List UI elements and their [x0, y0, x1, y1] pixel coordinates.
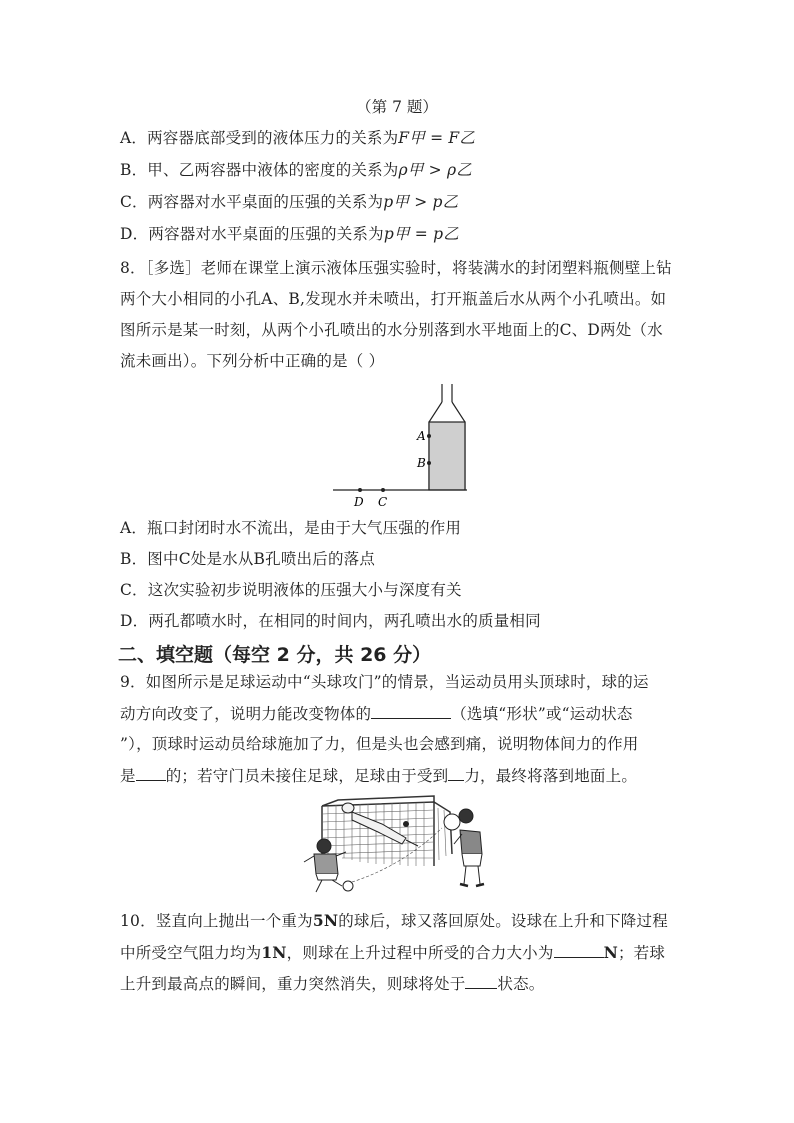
q10-stem-line-1 [120, 910, 668, 932]
q10-blank-1[interactable] [554, 941, 604, 958]
q10-unit: N [603, 943, 618, 962]
bottle-water [429, 422, 465, 490]
hole-a-dot [427, 434, 431, 438]
q7-option-b-formula: ρ甲 > ρ乙 [398, 161, 472, 179]
q8-option-c[interactable]: C．这次实验初步说明液体的压强大小与深度有关 [120, 581, 462, 599]
q9-blank-2[interactable] [136, 764, 166, 781]
football-figure [302, 794, 498, 894]
q7-option-b-text: B．甲、乙两容器中液体的密度的关系为 [120, 161, 399, 179]
q10-weight: 5N [312, 911, 339, 930]
q8-stem-line-3: 图所示是某一时刻，从两个小孔喷出的水分别落到水平地面上的C、D两处（水 [120, 321, 663, 339]
q9-line2-text-a: 动方向改变了，说明力能改变物体的 [120, 705, 372, 723]
kicking-player [304, 839, 346, 892]
q9-blank-1[interactable] [371, 702, 451, 719]
q10-line2-text-b: ，则球在上升过程中所受的合力大小为 [286, 944, 554, 962]
q9-line2-text-b: （选填“形状”或“运动状态 [451, 705, 633, 723]
q8-option-d[interactable]: D．两孔都喷水时，在相同的时间内，两孔喷出水的质量相同 [120, 612, 541, 630]
q9-line4-text-b: 的；若守门员未接住足球，足球由于受到 [165, 767, 449, 785]
label-d: D [354, 495, 364, 509]
q7-option-d-formula: p甲 = p乙 [383, 225, 459, 243]
q9-line4-text-a: 是 [120, 767, 136, 785]
section-2-heading: 二、填空题（每空 2 分，共 26 分） [118, 644, 432, 666]
q7-option-a-text: A．两容器底部受到的液体压力的关系为 [120, 129, 399, 147]
q10-drag: 1N [261, 943, 287, 962]
label-c: C [378, 495, 388, 509]
q10-line3-text-a: 上升到最高点的瞬间，重力突然消失，则球将处于 [120, 975, 466, 993]
q7-option-c-text: C．两容器对水平桌面的压强的关系为 [120, 193, 384, 211]
heading-player [444, 809, 484, 886]
q7-option-d-text: D．两容器对水平桌面的压强的关系为 [120, 225, 384, 243]
q10-line3-text-b: 状态。 [497, 975, 545, 993]
q10-line2-text-a: 中所受空气阻力均为 [120, 944, 262, 962]
q7-option-c[interactable] [120, 191, 458, 213]
label-a: A [417, 429, 426, 443]
q10-blank-2[interactable] [465, 972, 497, 989]
q7-caption: （第 7 题） [356, 98, 438, 116]
q10-line2-text-c: ；若球 [617, 944, 666, 962]
q9-stem-line-2 [120, 702, 633, 725]
q8-stem-line-4: 流未画出）。下列分析中正确的是（ ） [120, 352, 385, 370]
point-d-dot [358, 488, 362, 492]
q7-option-b[interactable] [120, 159, 472, 181]
q7-option-c-formula: p甲 > p乙 [383, 193, 459, 211]
q7-option-a-formula: F甲 = F乙 [398, 129, 476, 147]
q7-option-d[interactable] [120, 223, 459, 245]
ball-at-feet [343, 881, 353, 891]
q9-stem-line-1: 9．如图所示是足球运动中“头球攻门”的情景，当运动员用头顶球时，球的运 [120, 673, 649, 691]
label-b: B [417, 456, 426, 470]
q10-line1-text-a: 10．竖直向上抛出一个重为 [120, 912, 313, 930]
q10-stem-line-3 [120, 972, 545, 995]
bottle-figure [325, 380, 470, 510]
q9-stem-line-3: ”），顶球时运动员给球施加了力，但是头也会感到痛，说明物体间力的作用 [120, 735, 639, 753]
hole-b-dot [427, 461, 431, 465]
q9-stem-line-4 [120, 764, 637, 787]
q7-option-a[interactable] [120, 127, 475, 149]
q8-option-b[interactable]: B．图中C处是水从B孔喷出后的落点 [120, 550, 376, 568]
q9-line4-text-c: 力，最终将落到地面上。 [464, 767, 638, 785]
q8-option-a[interactable]: A．瓶口封闭时水不流出，是由于大气压强的作用 [120, 519, 462, 537]
q8-stem-line-2: 两个大小相同的小孔A、B,发现水并未喷出，打开瓶盖后水从两个小孔喷出。如 [120, 290, 667, 308]
point-c-dot [381, 488, 385, 492]
q9-blank-3[interactable] [448, 764, 464, 781]
q10-line1-text-b: 的球后，球又落回原处。设球在上升和下降过程 [338, 912, 668, 930]
q10-stem-line-2 [120, 941, 665, 964]
ball-at-goal [403, 821, 409, 827]
q8-stem-line-1: 8．［多选］老师在课堂上演示液体压强实验时，将装满水的封闭塑料瓶侧壁上钻 [120, 259, 672, 277]
